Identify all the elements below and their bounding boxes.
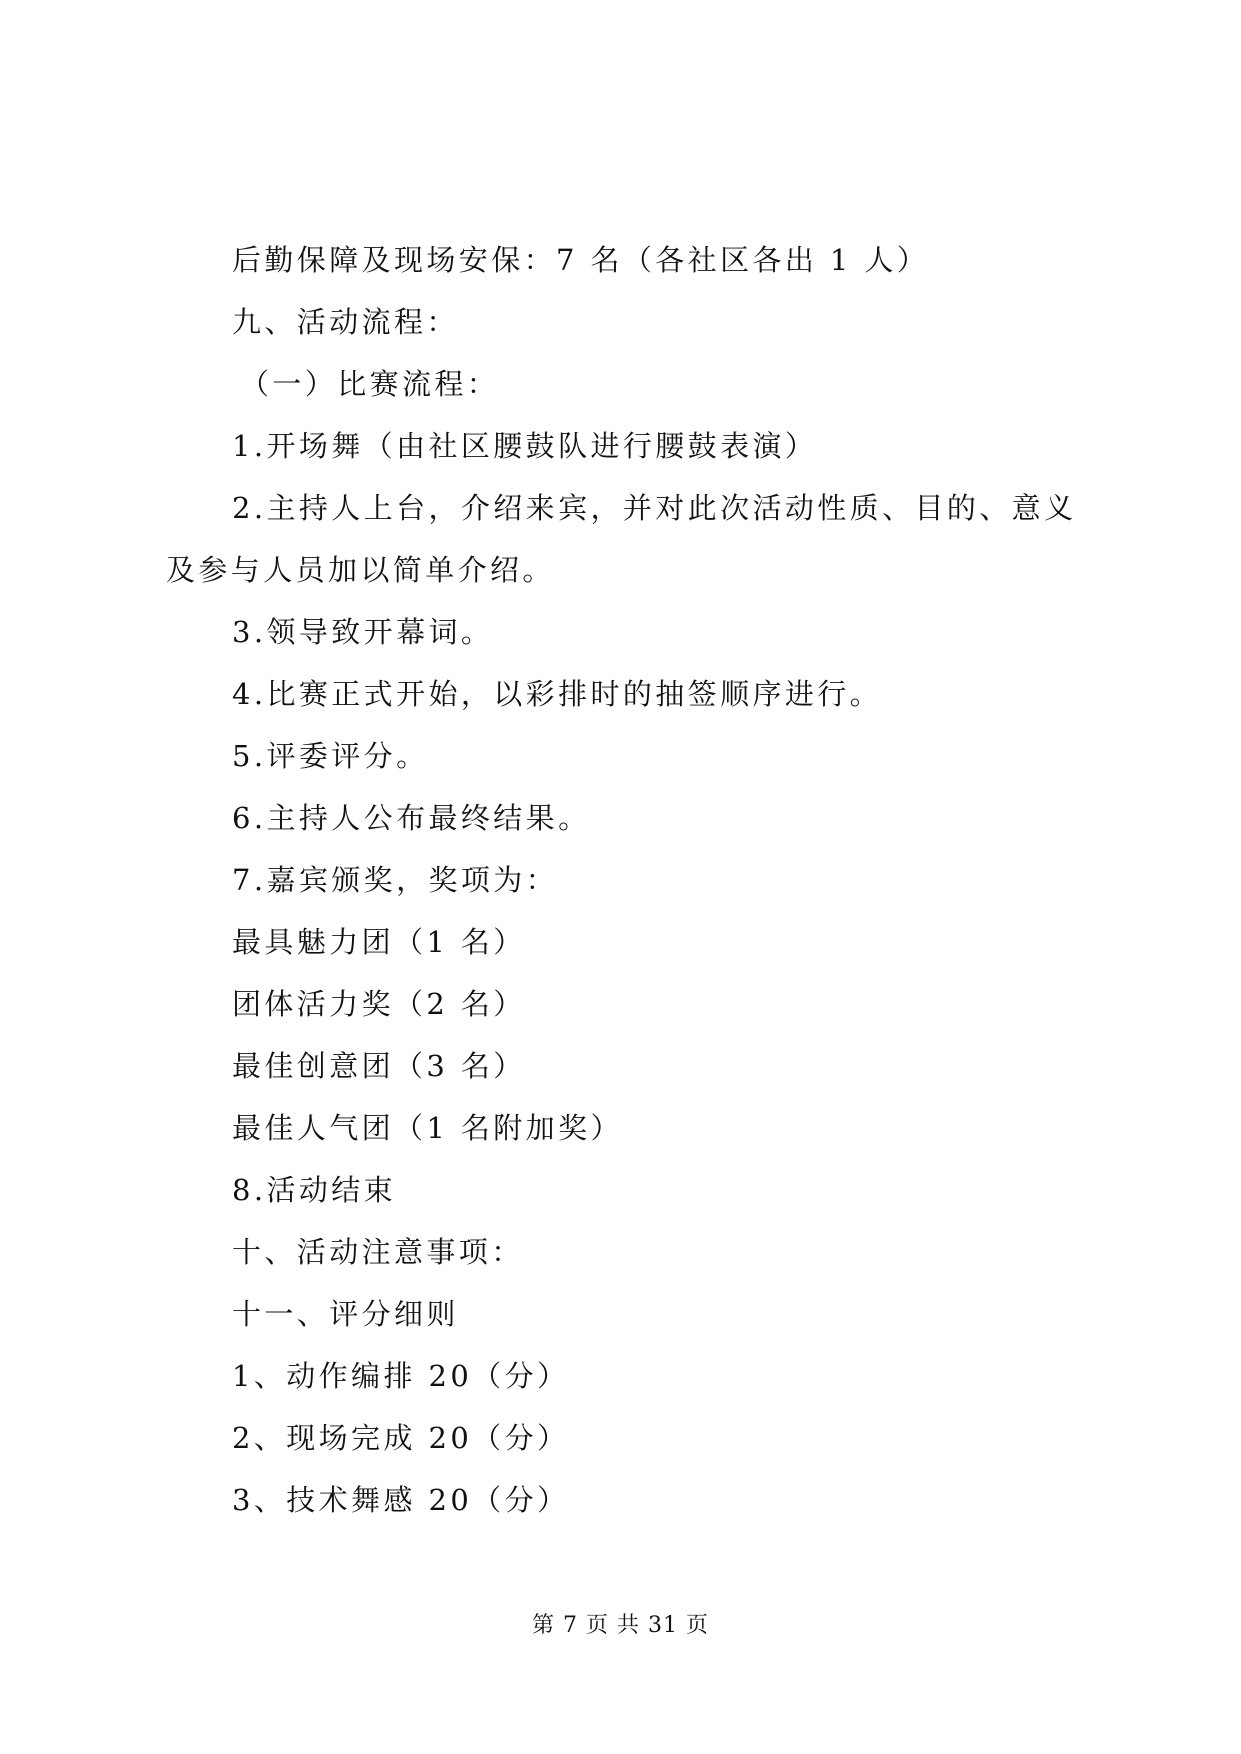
award-item: 最具魅力团（1 名） <box>232 925 526 959</box>
section-heading: 十一、评分细则 <box>232 1297 459 1331</box>
list-item: 1.开场舞（由社区腰鼓队进行腰鼓表演） <box>232 429 818 463</box>
list-item: 7.嘉宾颁奖，奖项为： <box>232 863 559 897</box>
award-item: 最佳人气团（1 名附加奖） <box>232 1111 623 1145</box>
list-item: 8.活动结束 <box>232 1173 397 1207</box>
list-item-continuation: 及参与人员加以简单介绍。 <box>166 553 555 587</box>
list-item: 5.评委评分。 <box>232 739 429 773</box>
section-heading: 十、活动注意事项： <box>232 1235 524 1269</box>
list-item: 3.领导致开幕词。 <box>232 615 494 649</box>
page-footer: 第 7 页 共 31 页 <box>532 1613 709 1638</box>
award-item: 最佳创意团（3 名） <box>232 1049 526 1083</box>
list-item: 2.主持人上台，介绍来宾，并对此次活动性质、目的、意义 <box>232 491 1077 525</box>
scoring-item: 1、动作编排 20（分） <box>232 1359 570 1393</box>
list-item: 4.比赛正式开始，以彩排时的抽签顺序进行。 <box>232 677 883 711</box>
award-item: 团体活力奖（2 名） <box>232 987 526 1021</box>
section-heading: 九、活动流程： <box>232 305 459 339</box>
body-text <box>166 229 1096 1531</box>
list-item: 6.主持人公布最终结果。 <box>232 801 591 835</box>
subsection-heading: （一）比赛流程： <box>240 367 500 401</box>
scoring-item: 3、技术舞感 20（分） <box>232 1483 570 1517</box>
text-line: 后勤保障及现场安保：7 名（各社区各出 1 人） <box>232 243 930 277</box>
scoring-item: 2、现场完成 20（分） <box>232 1421 570 1455</box>
